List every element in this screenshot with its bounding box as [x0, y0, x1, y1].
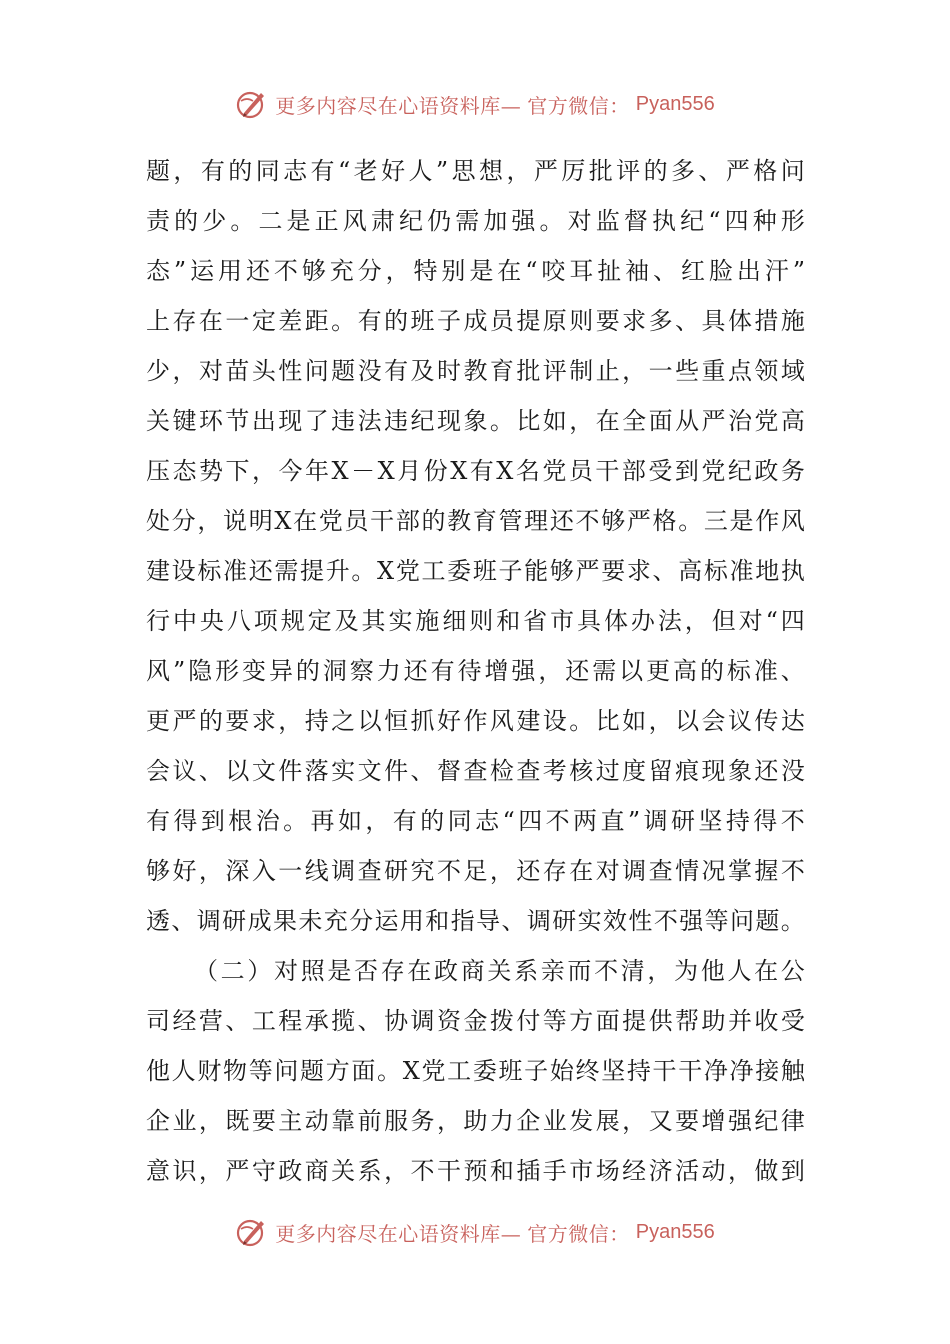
pen-logo-icon	[235, 1215, 269, 1249]
document-body	[146, 146, 806, 1196]
pen-logo-icon	[235, 87, 269, 121]
text-line: 处 分 ， 说 明 X 在 党 员 干 部 的 教 育 管 理 还 不 够 严 格 。 三 是 作 风	[146, 507, 806, 535]
text-line: 够 好 ， 深 入 一 线 调 查 研 究 不 足 ， 还 存 在 对 调 查 情 况 掌 握 不	[146, 857, 806, 885]
text-line: 透 、 调 研 成 果 未 充 分 运 用 和 指 导 、 调 研 实 效 性 不 强 等 问 题 。	[146, 907, 806, 935]
text-line: 态 ” 运 用 还 不 够 充 分 ， 特 别 是 在 “ 咬 耳 扯 袖 、 红 脸 出 汗 ”	[146, 257, 806, 285]
text-line: 他 人 财 物 等 问 题 方 面 。 X 党 工 委 班 子 始 终 坚 持 干 干 净 净 接 触	[146, 1057, 806, 1085]
text-line: 有 得 到 根 治 。 再 如 ， 有 的 同 志 “ 四 不 两 直 ” 调 研 坚 持 得 不	[146, 807, 806, 835]
text-line: 会 议 、 以 文 件 落 实 文 件 、 督 查 检 查 考 核 过 度 留 痕 现 象 还 没	[146, 757, 806, 785]
text-line: 风 ” 隐 形 变 异 的 洞 察 力 还 有 待 增 强 ， 还 需 以 更 高 的 标 准 、	[146, 657, 806, 685]
text-line: 建 设 标 准 还 需 提 升 。 X 党 工 委 班 子 能 够 严 要 求 、 高 标 准 地 执	[146, 557, 806, 585]
banner-wechat-label: 官方微信：	[527, 1221, 630, 1246]
text-line: 企 业 ， 既 要 主 动 靠 前 服 务 ， 助 力 企 业 发 展 ， 又 要 增 强 纪 律	[146, 1107, 806, 1135]
footer-watermark-banner	[0, 1210, 950, 1254]
text-line: 少 ， 对 苗 头 性 问 题 没 有 及 时 教 育 批 评 制 止 ， 一 些 重 点 领 域	[146, 357, 806, 385]
text-line: 压 态 势 下 ， 今 年 X － X 月 份 X 有 X 名 党 员 干 部 受 到 党 纪 政 务	[146, 457, 806, 485]
text-line: 上 存 在 一 定 差 距 。 有 的 班 子 成 员 提 原 则 要 求 多 、 具 体 措 施	[146, 307, 806, 335]
banner-text: 更多内容尽在心语资料库—	[275, 1221, 522, 1246]
text-line: 题 ， 有 的 同 志 有 “ 老 好 人 ” 思 想 ， 严 厉 批 评 的 多 、 严 格 问	[146, 157, 806, 185]
banner-wechat-label: 官方微信：	[527, 93, 630, 118]
text-line: 责 的 少 。 二 是 正 风 肃 纪 仍 需 加 强 。 对 监 督 执 纪 “ 四 种 形	[146, 207, 806, 235]
text-line: 司 经 营 、 工 程 承 揽 、 协 调 资 金 拨 付 等 方 面 提 供 帮 助 并 收 受	[146, 1007, 806, 1035]
banner-wechat-id: Pyan556	[635, 92, 715, 115]
text-line: （ 二 ） 对 照 是 否 存 在 政 商 关 系 亲 而 不 清 ， 为 他 人 在 公	[194, 957, 806, 985]
text-line: 关 键 环 节 出 现 了 违 法 违 纪 现 象 。 比 如 ， 在 全 面 从 严 治 党 高	[146, 407, 806, 435]
banner-text: 更多内容尽在心语资料库—	[275, 93, 522, 118]
header-watermark-banner	[0, 82, 950, 126]
text-line: 更 严 的 要 求 ， 持 之 以 恒 抓 好 作 风 建 设 。 比 如 ， 以 会 议 传 达	[146, 707, 806, 735]
text-line: 行 中 央 八 项 规 定 及 其 实 施 细 则 和 省 市 具 体 办 法 ， 但 对 “ 四	[146, 607, 806, 635]
text-line: 意 识 ， 严 守 政 商 关 系 ， 不 干 预 和 插 手 市 场 经 济 活 动 ， 做 到	[146, 1157, 806, 1185]
banner-wechat-id: Pyan556	[635, 1220, 715, 1243]
